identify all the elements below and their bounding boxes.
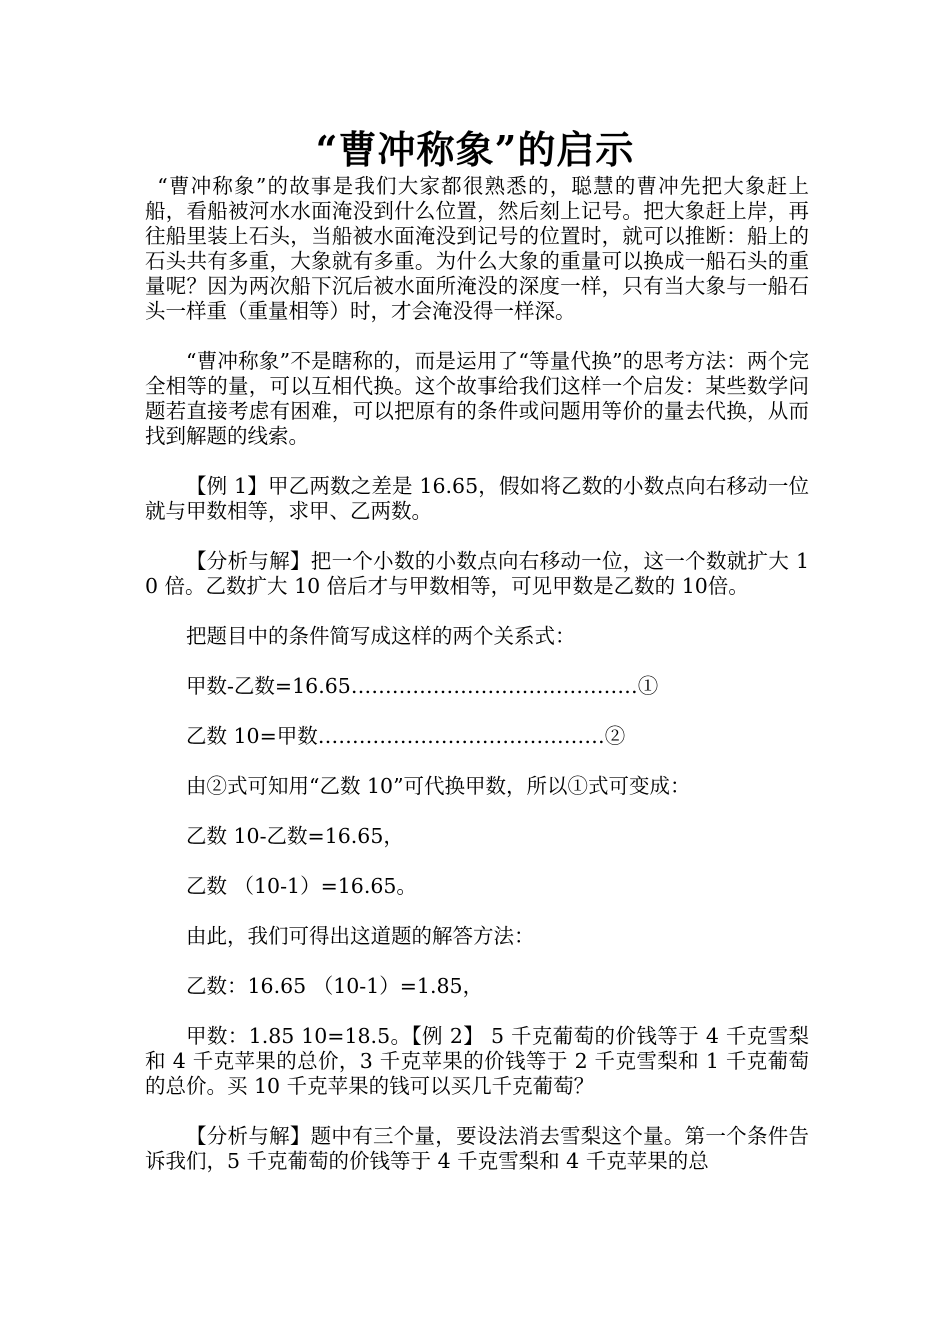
formula-3: 乙数 10-乙数=16.65， [186, 824, 404, 848]
paragraph-relations-intro: 把题目中的条件简写成这样的两个关系式： [186, 624, 576, 648]
formula-5: 乙数：16.65 （10-1）=1.85， [186, 974, 484, 998]
document-body [145, 174, 809, 1174]
paragraph-example-2: 甲数：1.85 10=18.5。【例 2】 5 千克葡萄的价钱等于 4 千克雪梨和 4 千克苹果的总价，3 千克苹果的价钱等于 2 千克雪梨和 1 千克葡萄的总价。买 10 千克苹果的钱可以买几千克葡萄？ [145, 1024, 809, 1098]
paragraph-method: “曹冲称象”不是瞎称的，而是运用了“等量代换”的思考方法：两个完全相等的量，可以互相代换。这个故事给我们这样一个启发：某些数学问题若直接考虑有困难，可以把原有的条件或问题用等价的量去代换，从而找到解题的线索。 [145, 349, 809, 448]
formula-2: 乙数 10=甲数……………………………………② [186, 724, 626, 748]
paragraph-example-1: 【例 1】甲乙两数之差是 16.65，假如将乙数的小数点向右移动一位就与甲数相等，求甲、乙两数。 [145, 474, 809, 523]
paragraph-analysis-1: 【分析与解】把一个小数的小数点向右移动一位，这一个数就扩大 10 倍。乙数扩大 10 倍后才与甲数相等，可见甲数是乙数的 10倍。 [145, 549, 809, 598]
page-title: “曹冲称象”的启示 [315, 127, 635, 172]
formula-4: 乙数 （10-1）=16.65。 [186, 874, 417, 898]
paragraph-story: “曹冲称象”的故事是我们大家都很熟悉的，聪慧的曹冲先把大象赶上船，看船被河水水面淹没到什么位置，然后刻上记号。把大象赶上岸，再往船里装上石头，当船被水面淹没到记号的位置时，就可以推断：船上的石头共有多重，大象就有多重。为什么大象的重量可以换成一船石头的重量呢？因为两次船下沉后被水面所淹没的深度一样，只有当大象与一船石头一样重（重量相等）时，才会淹没得一样深。 [145, 174, 809, 323]
paragraph-substitution: 由②式可知用“乙数 10”可代换甲数，所以①式可变成： [186, 774, 691, 798]
paragraph-analysis-2: 【分析与解】题中有三个量，要设法消去雪梨这个量。第一个条件告诉我们，5 千克葡萄的价钱等于 4 千克雪梨和 4 千克苹果的总 [145, 1124, 809, 1173]
formula-1: 甲数-乙数=16.65……………………………………① [186, 674, 659, 698]
paragraph-solution-intro: 由此，我们可得出这道题的解答方法： [186, 924, 535, 948]
